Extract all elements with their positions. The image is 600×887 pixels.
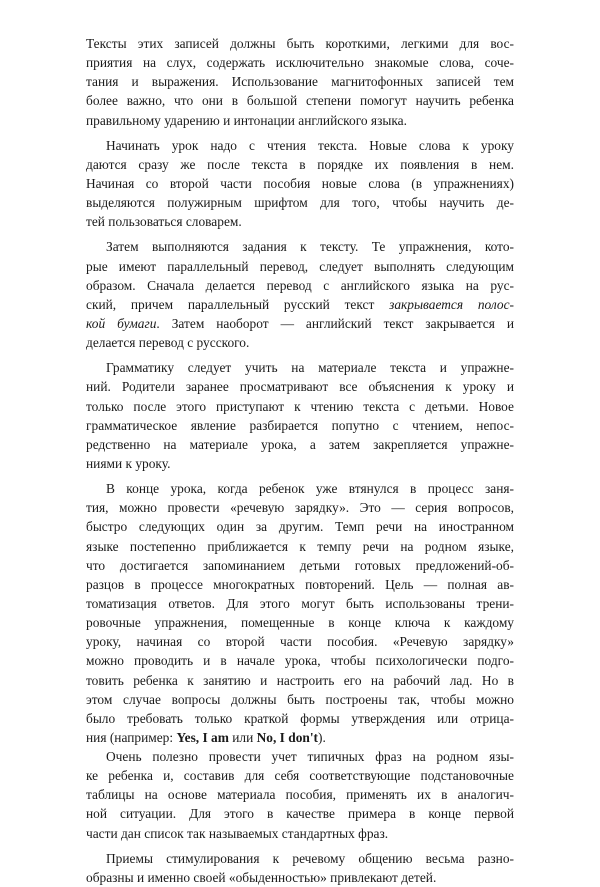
text-line: правильному ударению и интонации английского языка. [86,112,407,128]
italic-text: кой бумаги [86,315,157,331]
paragraph-4 [86,358,514,473]
text-line: Начинать урок надо с чтения текста. Новые слова к уроку [106,137,514,153]
text-run: ). [318,729,326,745]
paragraph-3 [86,237,514,352]
text-line: ниями к уроку. [86,455,171,471]
paragraph-1 [86,34,514,130]
text-line: разцов в процессе многократных повторений. Цель — полная ав- [86,576,514,592]
text-line: Затем выполняются задания к тексту. Те упражнения, кото- [106,239,514,255]
text-line: томатизация ответов. Для этого могут быть использованы трени- [86,595,514,611]
text-line: редственно на материале урока, а затем закрепляется упражне- [86,436,514,452]
text-line: Очень полезно провести учет типичных фраз на родном язы- [106,749,514,765]
text-line [86,314,514,333]
text-run: или [228,729,257,745]
text-line: языке постепенно приближается к темпу речи на родном языке, [86,538,514,554]
text-line: грамматическое явление разбирается попутно с чтением, непос- [86,417,514,433]
text-line: ке ребенка и, составив для себя соответствующие подстановочные [86,768,514,784]
text-line: В конце урока, когда ребенок уже втянулся в процесс заня- [106,481,514,497]
text-line: можно проводить и в начале урока, чтобы психологически подго- [86,653,514,669]
text-line: ний. Родители заранее просматривают все объяснения к уроку и [86,379,514,395]
text-line: ной ситуации. Для этого в качестве примера в конце первой [86,806,514,822]
text-line: товить ребенка к занятию и настроить его на рабочий лад. Но в [86,672,514,688]
text-line: образом. Сначала делается перевод с английского языка на рус- [86,277,514,293]
bold-text: Yes, I am [176,729,229,745]
text-line [86,295,514,314]
text-line: выделяются полужирным шрифтом для того, чтобы научить де- [86,195,514,211]
text-line: делается перевод с русского. [86,335,250,351]
body-text [86,34,514,887]
text-line: Приемы стимулирования к речевому общению весьма разно- [106,850,514,866]
text-line: более важно, что они в большой степени помогут научить ребенка [86,93,514,109]
text-line: рые имеют параллельный перевод, следует выполнять следующим [86,258,514,274]
text-line: тания и выражения. Использование магнитофонных записей тем [86,74,514,90]
text-line: только после этого приступают к чтению текста с детьми. Новое [86,398,514,414]
text-run: . Затем наоборот — английский текст закрывается и [156,315,514,331]
text-line: таблицы на основе материала пособия, применять их в аналогич- [86,787,514,803]
text-line: этом случае вопросы должны быть построены так, чтобы можно [86,691,514,707]
text-line: Тексты этих записей должны быть короткими, легкими для вос- [86,36,514,51]
text-line: ровочные упражнения, помещенные в конце ключа к каждому [86,615,514,631]
text-run: ский, причем параллельный русский текст [86,296,390,312]
paragraph-6 [86,747,514,843]
text-line: части дан список так называемых стандартных фраз. [86,825,389,841]
paragraph-7 [86,849,514,887]
text-line: даются сразу же после текста в порядке их появления в нем. [86,156,514,172]
text-line: образны и именно своей «обыденностью» привлекают детей. [86,869,437,885]
italic-text: закрывается полос- [389,296,514,312]
text-line: Грамматику следует учить на материале текста и упражне- [106,360,514,376]
paragraph-5 [86,479,514,747]
bold-text: No, I don't [256,729,319,745]
text-line: что достигается запоминанием детьми готовых предложений-об- [86,557,514,573]
text-line: тей пользоваться словарем. [86,214,242,230]
text-line: быстро следующих один за другим. Темп речи на иностранном [86,519,514,535]
text-run: ния (например: [86,729,177,745]
text-line: уроку, начиная со второй части пособия. «Речевую зарядку» [86,634,514,650]
text-line: приятия на слух, содержать исключительно знакомые слова, соче- [86,55,514,71]
text-line: тия, можно провести «речевую зарядку». Это — серия вопросов, [86,500,514,516]
paragraph-2 [86,136,514,232]
text-line: было требовать только краткой формы утверждения или отрица- [86,710,514,726]
text-line: Начиная со второй части пособия новые слова (в упражнениях) [86,175,514,191]
text-line [86,728,514,747]
